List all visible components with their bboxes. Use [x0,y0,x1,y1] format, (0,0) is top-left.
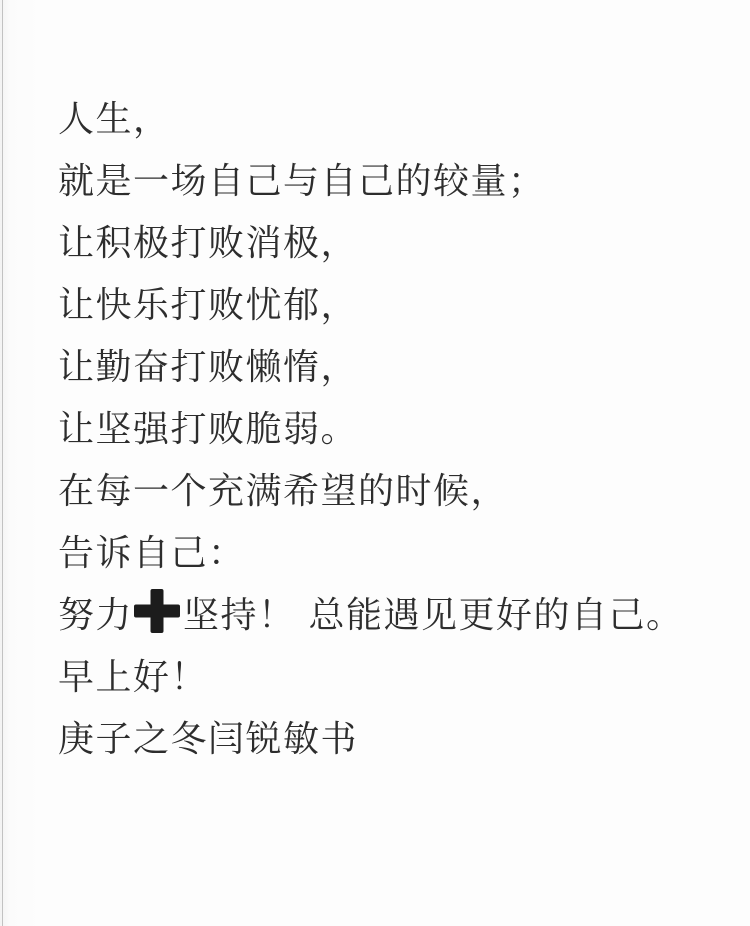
text-line: 让勤奋打败懒惰， [58,347,359,388]
text-line: 让快乐打败忧郁， [58,285,359,326]
text-line: 告诉自己： [58,533,246,574]
text-line: 人生， [58,99,171,140]
text-line: 让坚强打败脆弱。 [58,409,359,450]
text-block [58,89,730,771]
text-line-emphasis [58,585,730,647]
text-line: 早上好！ [58,657,209,698]
text-line: 就是一场自己与自己的较量； [58,161,546,202]
signature-line: 庚子之冬闫锐敏书 [58,719,359,760]
emphasis-post-text: 坚持！ 总能遇见更好的自己。 [183,595,684,636]
emphasis-pre-text: 努力 [58,595,134,636]
heavy-plus-icon [134,589,180,633]
page-edge-line [2,0,3,926]
text-line: 让积极打败消极， [58,223,359,264]
text-line: 在每一个充满希望的时候， [58,471,509,512]
